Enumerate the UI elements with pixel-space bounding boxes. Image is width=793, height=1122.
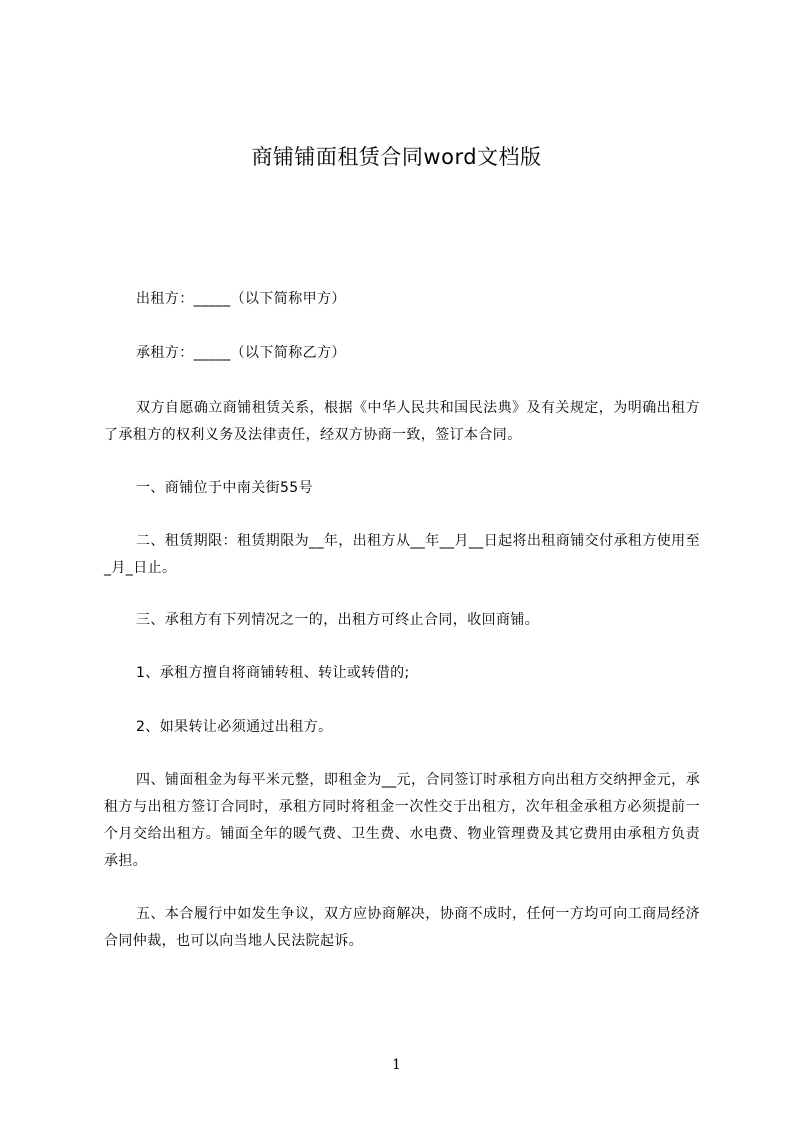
- clause-2-term: 二、租赁期限：租赁期限为__年，出租方从__年__月__日起将出租商铺交付承租方使用至_月_日止。: [104, 533, 700, 576]
- clause-4-rent: 四、铺面租金为每平米元整，即租金为__元，合同签订时承租方向出租方交纳押金元，承租方与出租方签订合同时，承租方同时将租金一次性交于出租方，次年租金承租方必须提前一个月交给出租方。铺面全年的暖气费、卫生费、水电费、物业管理费及其它费用由承租方负责承担。: [104, 772, 700, 869]
- preamble-paragraph: 双方自愿确立商铺租赁关系，根据《中华人民共和国民法典》及有关规定，为明确出租方了承租方的权利义务及法律责任，经双方协商一致，签订本合同。: [104, 400, 700, 443]
- lessee-line: 承租方：_____（以下简称乙方）: [136, 345, 346, 361]
- clause-5-disputes: 五、本合履行中如发生争议，双方应协商解决，协商不成时，任何一方均可向工商局经济合同仲裁，也可以向当地人民法院起诉。: [104, 906, 700, 949]
- lessor-line: 出租方：_____（以下简称甲方）: [136, 291, 346, 307]
- page-number: 1: [392, 1057, 401, 1073]
- clause-1-location: 一、商铺位于中南关街55号: [136, 480, 314, 496]
- clause-3-item-1: 1、承租方擅自将商铺转租、转让或转借的;: [136, 665, 410, 681]
- clause-3-termination: 三、承租方有下列情况之一的，出租方可终止合同，收回商铺。: [136, 612, 540, 628]
- document-title: 商铺铺面租赁合同word文档版: [251, 145, 542, 169]
- clause-3-item-2: 2、如果转让必须通过出租方。: [136, 719, 333, 735]
